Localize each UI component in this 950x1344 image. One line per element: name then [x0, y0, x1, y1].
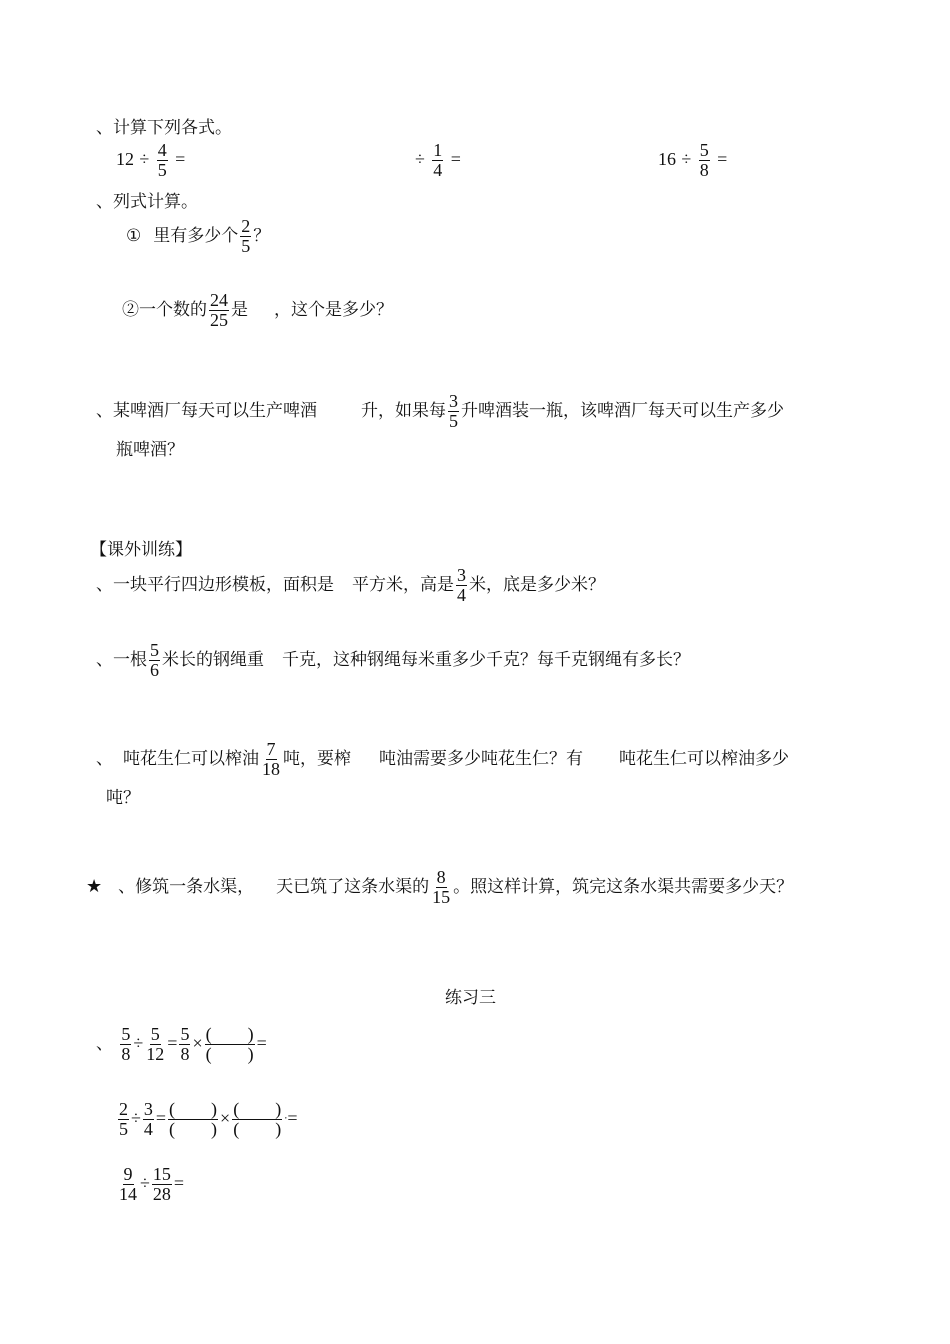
question-2-1: ① 里有多少个 $\frac{2}{5}$ ？	[126, 216, 271, 256]
exercise3-expression-2: $\frac{2}{5}$ ÷ $\frac{3}{4}$ = $\frac{( )}{( )}$ × $\frac{( )}{( )}$ ·=	[119, 1099, 298, 1139]
fraction: $\frac{2}{5}$	[119, 1099, 128, 1139]
extra-question-2: 、一根 $\frac{5}{6}$ 米长的钢绳重 千克，这种钢绳每米重多少千克？每千克钢绳有多长？	[96, 640, 690, 680]
extra-heading: 【课外训练】	[90, 540, 192, 560]
fraction: $\frac{9}{14}$	[119, 1164, 137, 1204]
blank-fraction: $\frac{( )}{( )}$	[233, 1099, 282, 1139]
question-3: 、某啤酒厂每天可以生产啤酒 升，如果每 $\frac{3}{5}$ 升啤酒装一瓶，该啤酒厂每天可以生产多少	[96, 391, 784, 431]
fraction: $\frac{1}{4}$	[433, 140, 443, 180]
extra-question-4: ★ 、修筑一条水渠， 天已筑了这条水渠的 $\frac{8}{15}$ 。照这样计算，筑完这条水渠共需要多少天？	[86, 867, 794, 907]
section2-title: 、列式计算。	[96, 192, 198, 212]
fraction: $\frac{3}{5}$	[449, 391, 458, 431]
fraction: $\frac{15}{28}$	[152, 1164, 171, 1204]
expression-2: ÷ $\frac{1}{4}$ =	[415, 140, 461, 180]
exercise3-expression-3: $\frac{9}{14}$ ÷ $\frac{15}{28}$ =	[119, 1164, 185, 1204]
fraction: $\frac{5}{6}$	[150, 640, 159, 680]
fraction: $\frac{8}{15}$	[432, 867, 451, 907]
fraction: $\frac{7}{18}$	[262, 739, 280, 779]
fraction: $\frac{24}{25}$	[210, 290, 228, 330]
star-icon: ★	[86, 876, 103, 897]
blank-fraction: $\frac{( )}{( )}$	[169, 1099, 218, 1139]
extra-question-1: 、一块平行四边形模板，面积是 平方米，高是 $\frac{3}{4}$ 米，底是多少米？	[96, 565, 605, 605]
fraction: $\frac{4}{5}$	[157, 140, 167, 180]
fraction: $\frac{5}{8}$	[699, 140, 709, 180]
question-3-cont: 瓶啤酒？	[116, 440, 184, 460]
fraction: $\frac{3}{4}$	[457, 565, 466, 605]
extra-question-3-cont: 吨？	[106, 788, 140, 808]
exercise3-expression-1: 、 $\frac{5}{8}$ ÷ $\frac{5}{12}$ = $\frac{5}{8}$ × $\frac{( )}{( )}$ =	[96, 1024, 267, 1064]
exercise3-title: 练习三	[445, 988, 496, 1008]
fraction: $\frac{3}{4}$	[143, 1099, 153, 1139]
expression-1: 12 ÷ $\frac{4}{5}$ =	[116, 140, 186, 180]
fraction: $\frac{5}{8}$	[180, 1024, 190, 1064]
fraction: $\frac{5}{12}$	[146, 1024, 165, 1064]
question-2-2: ②一个数的 $\frac{24}{25}$ 是 ，这个是多少？	[122, 290, 393, 330]
expression-3: 16 ÷ $\frac{5}{8}$ =	[658, 140, 728, 180]
blank-fraction: $\frac{( )}{( )}$	[205, 1024, 254, 1064]
extra-question-3: 、 吨花生仁可以榨油 $\frac{7}{18}$ 吨，要榨 吨油需要多少吨花生仁？有 吨花生仁可以榨油多少	[96, 739, 789, 779]
fraction: $\frac{5}{8}$	[121, 1024, 131, 1064]
section1-title: 、计算下列各式。	[96, 118, 232, 138]
fraction: $\frac{2}{5}$	[241, 216, 251, 256]
